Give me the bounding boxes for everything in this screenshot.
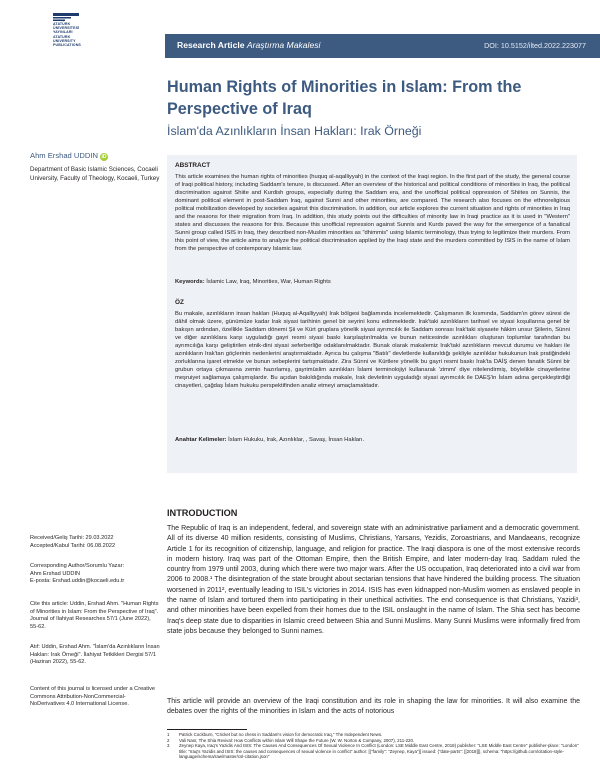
publisher-logo [26,13,106,63]
article-type [177,40,320,50]
footnote-number: 1 [167,732,170,737]
author-affiliation: Department of Basic Islamic Sciences, Cocaeli University, Faculty of Theology, Kocaeli, Turkey [30,166,160,182]
author [30,151,108,161]
logo-text-line: ÜNİVERSİTESİ [53,26,80,31]
corresponding-label: Corresponding Author/Sorumlu Yazar: [30,563,125,569]
oz-text: Bu makale, azınlıkların insan hakları (Huquq al-Aqalliyyah) Irak bölgesi bağlamında incelemektedir. Çalışmanın ilk kısmında, Saddam'ın görev süresi de dâhil olmak üzere, günümüze kadar Irak siyasi tarihinin genel bir seyrini konu edinmektedir. Irak'taki azınlıkların tarihsel ve siyasi koşullarına genel bir bakışın ardından, özellikle Saddam dönemi Şii ve Kürt gruplara yönelik siyasi ayrımcılık ile Saddam sonrası Irak'taki siyasete hâkim unsur Şiilerin, Sünni ve diğer azınlıklara karşı uyguladığı gayri resmi siyasi baskı karşılaştırılmakta ve bunun neticesinde azınlıkları oluşturan toplumlar tarafından bu ayrımcılığa karşı geliştirilen etnik-dini siyasi seferberliğe odaklanılmaktadır. Bunak olarak makalemiz Irak'taki azınlıkların mevcut durumu ve hakları ile azınlıkların Irak'tan göçlerinin nedenlerini araştırmaktadır. Ayrıca bu çalışma "Batılı" devletlerde kullanıldığı şekliyle azınlıklar hukukunun Irak pratiğindeki zorluklarına işaret etmekte ve bunun sebeplerini tartışmaktadır. Zira Sünni ve Kürtlere yönelik bu gayri resmi baskı Irak'ta DAİŞ denen fanatik Sünni bir grubun ortaya çıkmasına zemin hazırlamış, gayrimüslim azınlıkları İslami terminolojiyi kullanarak 'zimmi' diye nitelendirmiş, böylelikle cinayetlerine meşruiyet sağlamaya çalışmışlardır. Bu açıdan bakıldığında makale, Irak devletinin uyguladığı siyasi ayrımcılık ile DAEŞ'in İslam adına gerçekleştirdiği cinayetleri, çağdaş İslam hukuku perspektifinden analiz etmeyi amaçlamaktadır. [175,311,570,390]
logo-text-line: YAYINLARI [53,30,73,35]
license-note[interactable]: Content of this journal is licensed under a Creative Commons Attribution-NonCommercial-NoDerivatives 4.0 International License. [30,686,155,708]
footnote-divider [167,729,247,730]
doi[interactable]: DOI: 10.5152/ilted.2022.223077 [484,41,586,50]
article-title: Human Rights of Minorities in Islam: From the Perspective of Iraq [167,78,522,118]
accepted-date: Accepted/Kabul Tarihi: 06.08.2022 [30,542,116,549]
introduction-paragraph: This article will provide an overview of the Iraqi constitution and its role in shaping the law for minorities. It will also examine the debates over the rights of the minorities in Islam and the acts of notorious [167,698,580,716]
article-type-banner [165,34,600,58]
abstract-box [167,155,577,473]
footnote-number: 2 [167,737,170,743]
oz-keywords-value: İslam Hukuku, Irak, Azınlıklar, , Savaş, İnsan Hakları. [228,437,365,443]
article-type-tr: Araştırma Makalesi [246,40,321,50]
footnotes [167,732,580,760]
footnote-text: Zeynep Kaya, Iraq's Yazidis And ISIS: The Causes And Consequences Of Sexual Violence In Conflict (London: LSE Middle East Centre, 2018) publisher: "LSE Middle East Centre" publisher-place: "London" title: "Iraq's Yazidis and ISIS: the causes and consequences of sexual violence in conflict" author: [{"family": "Zeynep, Kaya"}] issued: {"date-parts": [[2018]]}, schema: "https://github.com/citation-style-language/schema/raw/master/csl-citation.json" [179,743,579,760]
received-date: Received/Geliş Tarihi: 29.03.2022 [30,535,114,541]
logo-text-line: ATATÜRK [53,22,71,26]
oz-heading: ÖZ [175,299,184,306]
footnote-text: Patrick Cockburn, "Cricket but no chess in Saddam's vision for democratic Iraq," The Independent News. [179,732,383,737]
article-type-en: Research Article [177,40,245,50]
keywords-value: İslamic Law, Iraq, Minorities, War, Human Rights [206,279,331,285]
oz-keywords [175,437,364,443]
keywords-label: Keywords: [175,279,205,285]
logo-text-line: ATATURK [53,34,71,39]
publisher-logo-icon [53,13,79,21]
abstract-text: This article examines the human rights of minorities (huquq al-aqalliyyah) in the context of the Iraqi region. In the first part of the study, the general course of Iraqi political history, including Saddam's tenure, is discussed. After an overview of the historical and political conditions of minorities in Iraq, the political discrimination against Shiite and Kurdish groups, especially during the Saddam era, and the unofficial political oppression of Shiites on Sunnis, the dominant political element in post-Saddam Iraq, against Sunni and other minorities, are compared. The research also focuses on the ethnoreligious political mobilization developed by societies against this discrimination. In addition, our article explores the current situation and rights of minorities in Iraq and the reasons for their migration from Iraq. In addition, this study points out the difficulties of minority law in Iraqi practice as it is used in "Western" states and discusses the reasons for this. Because this unofficial repression against Sunnis and Kurds paved the way for the emergence of a fanatical Sunni group called ISIS in Iraq, they described non-Muslim minorities as "dhimmis" using Islamic terminology, thus trying to legitimize their murders. From this point of view, the article aims to analyze the political discrimination applied by the Iraqi state and the murders committed by ISIS in the name of Islam from the perspective of contemporary Islamic law. [175,174,570,253]
footnote [167,743,580,760]
abstract-keywords [175,279,331,285]
corresponding-name: Ahm Ershad UDDIN [30,570,81,577]
introduction-heading: INTRODUCTION [167,508,238,518]
citation-tr: Atıf: Uddin, Ershad Ahm. "İslam'da Azınlıkların İnsan Hakları: Irak Örneği". İlahiyat Tetkikleri Dergisi 57/1 (Haziran 2022), 55-62. [30,644,160,666]
page-header [0,0,600,70]
corresponding-email[interactable]: E-posta: Ershad.uddin@kocaeli.edu.tr [30,578,125,585]
author-name: Ahm Ershad UDDIN [30,151,98,160]
introduction-paragraph: The Republic of Iraq is an independent, federal, and sovereign state with an administrative parliament and a democratic government. All of its diverse 40 million residents, consisting of Muslims, Christians, Yarsans, Yezidis, Zoroastrians, and Mandaeans, recognize Article 1 for its recognition of citizenship, language, and religion for practice. The Iraqi diaspora is one of the most extensive records in modern history. Iraq was part of the Ottoman Empire, then the British Empire, and later modern-day Iraq. Saddam ruled the country from 1979 until 2003, during which there were two major wars. After the US occupation, Iraq deteriorated into a civil war from 2006 to 2008.¹ The disintegration of the state brought about sectarian tensions that have hindered the building process. The situation worsened in 2011², eventually leading to ISIL's victories in 2014. ISIS has even kidnapped non-Muslim women as enslaved people in the name of Islam and tortured them into participating in their unethical activities. The end consequence is that Christians, Yazidi³, and other minorities have been expelled from their homes due to the ISIL onslaught in the name of Islam. The Shia sect has become Iraq's deep state due to disparities in Islamic creed between Shia and Sunni Muslims. Many Sunni Muslims were informally fired from state jobs because they belonged to Sunni names. [167,525,580,635]
logo-text-line: UNIVERSITY [53,38,76,43]
citation-en: Cite this article: Uddin, Ershad Ahm. "Human Rights of Minorities in Islam: From the Perspective of Iraq". Journal of Ilahiyat Researches 57/1 (June 2022), 55-62. [30,601,159,630]
oz-keywords-label: Anahtar Kelimeler: [175,437,227,443]
footnote-number: 3 [167,743,170,749]
logo-text-line: PUBLICATIONS [53,43,81,48]
corresponding-author [30,563,160,586]
abstract-heading: ABSTRACT [175,162,211,169]
article-subtitle: İslam'da Azınlıkların İnsan Hakları: Irak Örneği [167,124,422,138]
orcid-icon[interactable]: iD [101,154,107,160]
article-dates [30,535,160,550]
footnote-text: Vali Nasr, The Shia Revival: How Conflicts within Islam Will Shape the Future (W. W. Norton & Company, 2007), 211-220. [179,737,415,743]
